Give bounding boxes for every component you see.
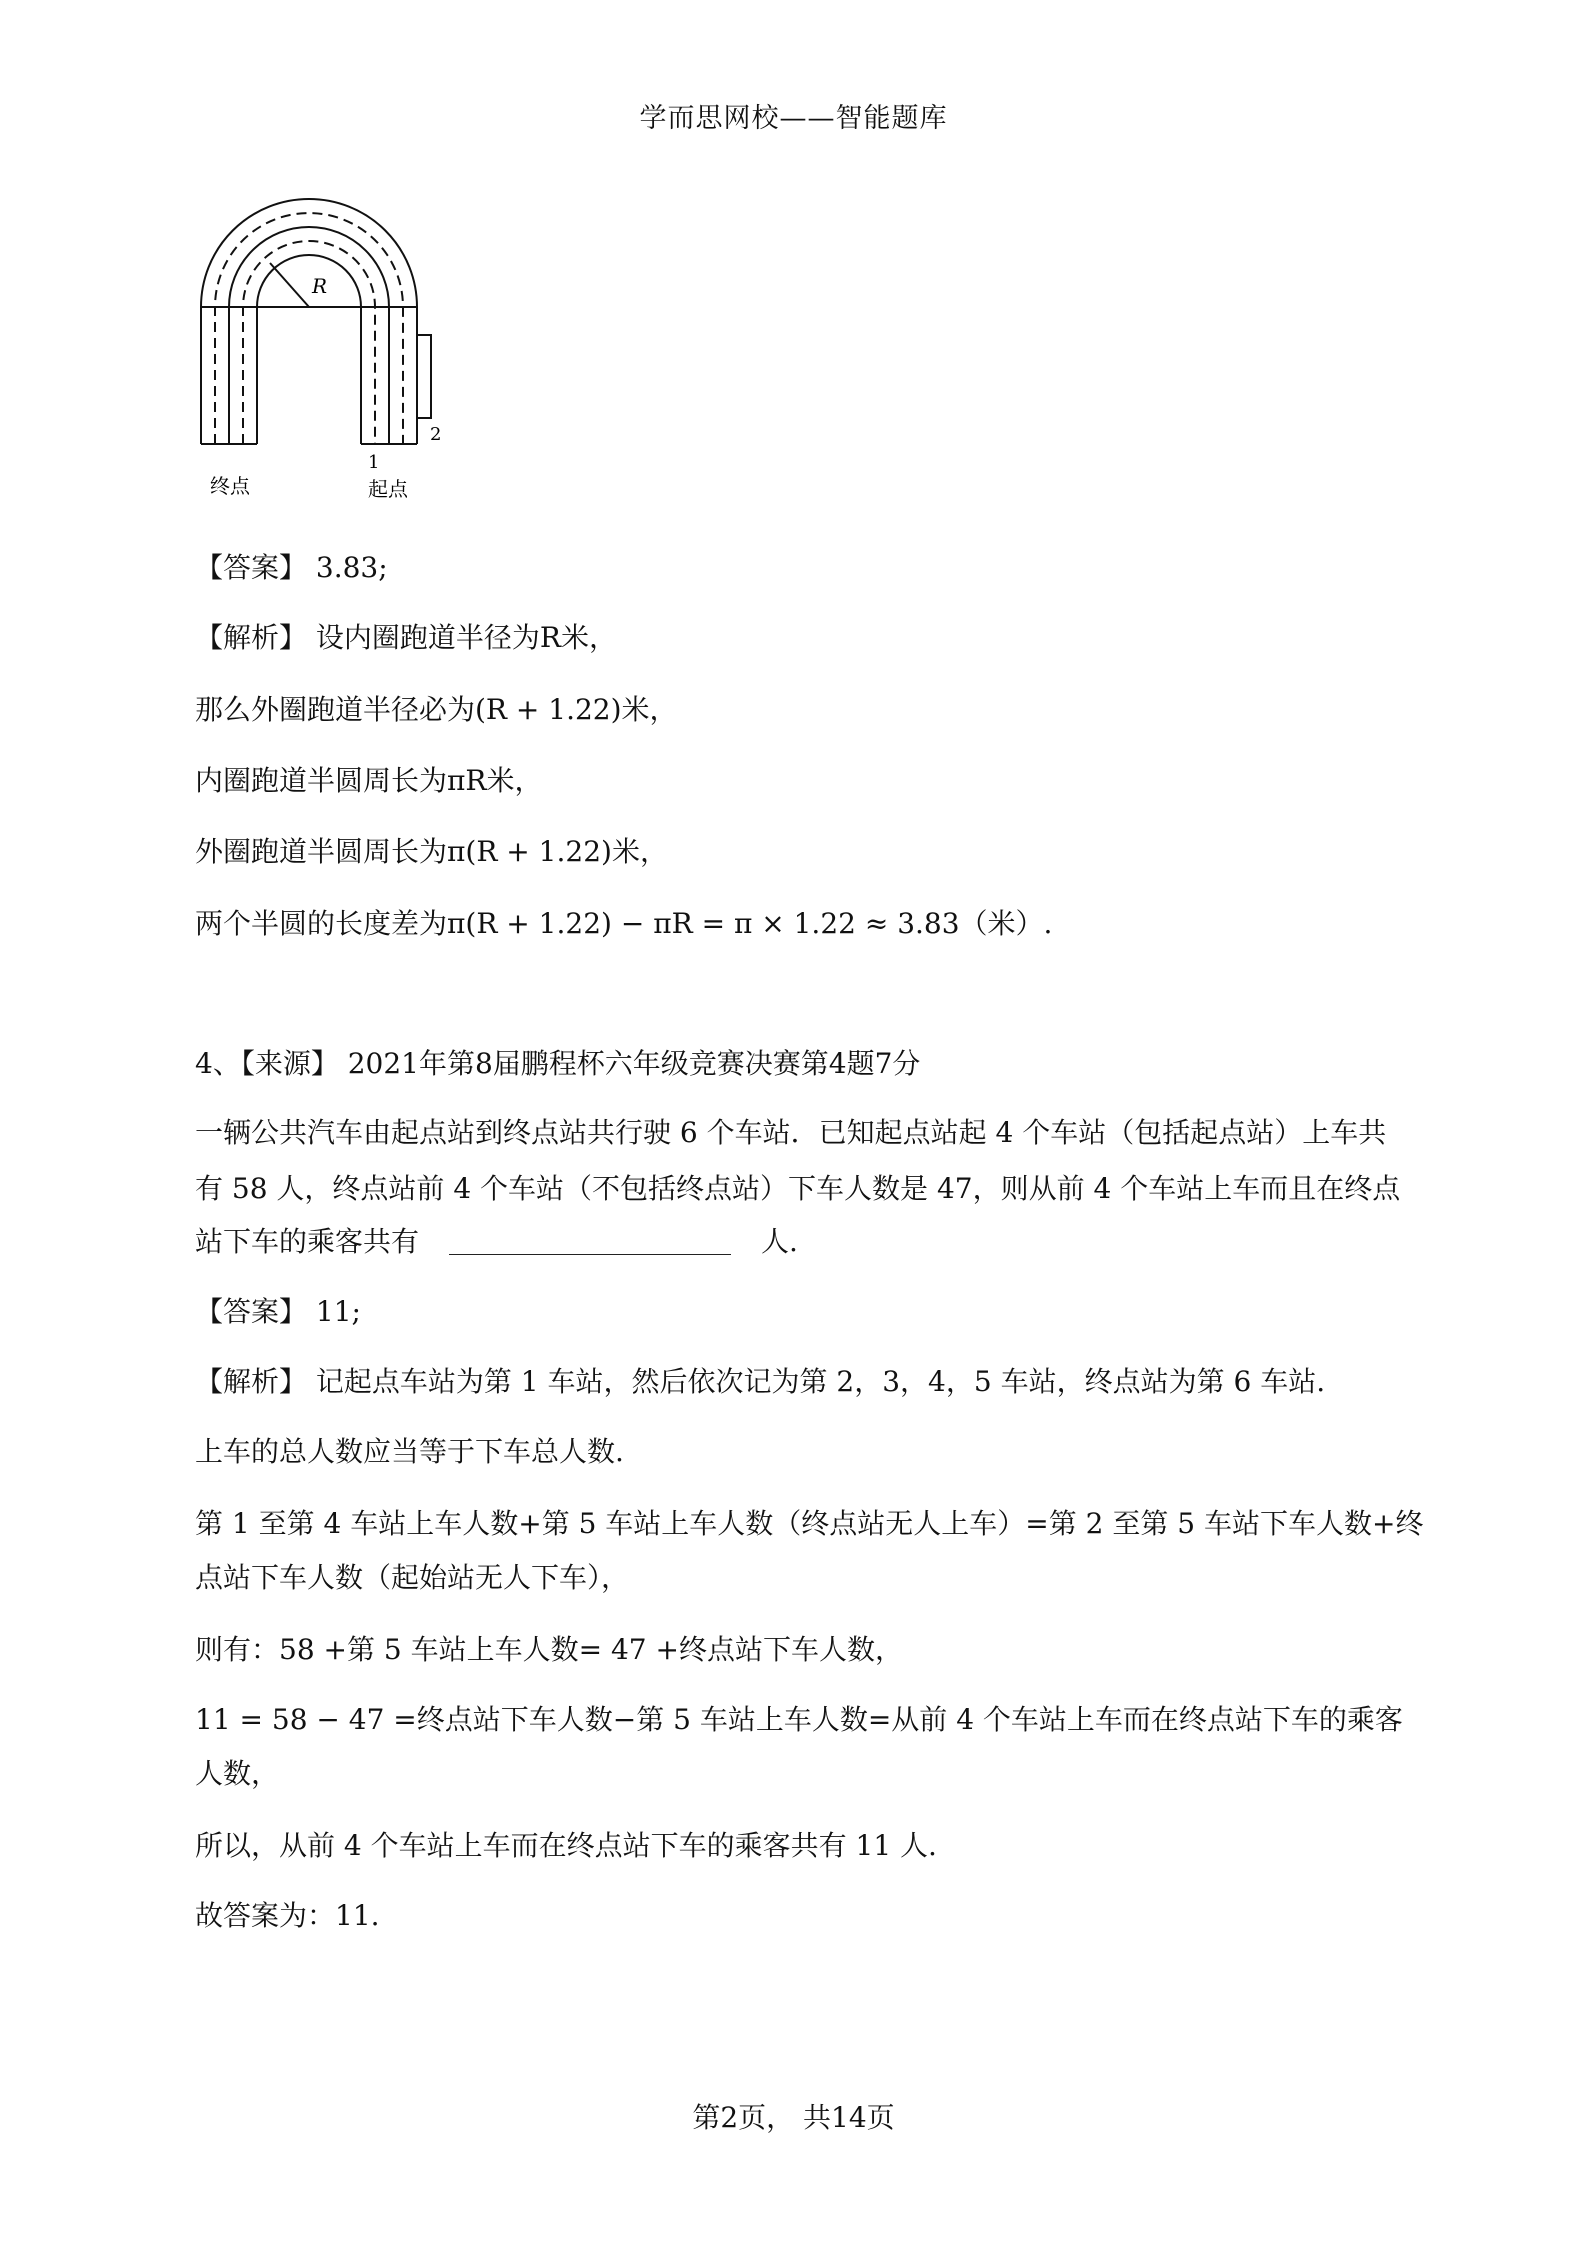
page-header: 学而思网校——智能题库 xyxy=(639,103,948,134)
answer-blank xyxy=(449,1226,731,1255)
q4-solution-line-5: 则有：58 +第 5 车站上车人数= 47 +终点站下车人数， xyxy=(195,1633,903,1666)
q3-solution-line-4: 外圈跑道半圆周长为π(R + 1.22)米， xyxy=(195,835,668,868)
q4-solution-line-9: 故答案为：11. xyxy=(195,1899,380,1932)
q3-solution-line-1: 【解析】 设内圈跑道半径为R米， xyxy=(195,621,617,654)
q3-solution-line-5: 两个半圆的长度差为π(R + 1.22) − πR = π × 1.22 ≈ 3.83（米）. xyxy=(195,907,1053,940)
end-label: 终点 xyxy=(210,474,250,498)
q4-answer: 【答案】 11; xyxy=(195,1295,361,1328)
q4-solution-line-3: 第 1 至第 4 车站上车人数+第 5 车站上车人数（终点站无人上车）=第 2 至第 5 车站下车人数+终 xyxy=(195,1507,1424,1540)
q4-stem-line-2: 有 58 人，终点站前 4 个车站（不包括终点站）下车人数是 47，则从前 4 个车站上车而且在终点 xyxy=(195,1172,1401,1205)
q3-answer: 【答案】 3.83; xyxy=(195,551,388,584)
lane-2-label: 2 xyxy=(430,424,442,445)
radius-line xyxy=(270,263,309,307)
start-label: 起点 xyxy=(368,477,408,501)
q3-solution-line-2: 那么外圈跑道半径必为(R + 1.22)米， xyxy=(195,693,678,726)
q4-source: 4、【来源】 2021年第8届鹏程杯六年级竞赛决赛第4题7分 xyxy=(195,1047,921,1080)
q4-solution-line-2: 上车的总人数应当等于下车总人数. xyxy=(195,1435,624,1468)
q4-stem-line-1: 一辆公共汽车由起点站到终点站共行驶 6 个车站．已知起点站起 4 个车站（包括起点站）上车共 xyxy=(195,1116,1387,1149)
page-footer: 第2页， 共14页 xyxy=(692,2101,895,2134)
lane-1-label: 1 xyxy=(368,452,380,473)
q4-solution-line-6: 11 = 58 − 47 =终点站下车人数−第 5 车站上车人数=从前 4 个车站上车而在终点站下车的乘客 xyxy=(195,1703,1403,1736)
q3-solution-line-3: 内圈跑道半圆周长为πR米， xyxy=(195,764,543,797)
q4-solution-line-4: 点站下车人数（起始站无人下车）， xyxy=(195,1561,630,1594)
inner-lane-divider xyxy=(243,241,375,444)
track-diagram xyxy=(190,190,450,520)
q4-solution-line-1: 【解析】 记起点车站为第 1 车站，然后依次记为第 2，3，4，5 车站，终点站为第 6 车站. xyxy=(195,1365,1326,1398)
q4-stem-line-3-post: 人. xyxy=(761,1225,798,1258)
q4-stem-line-3 xyxy=(195,1224,798,1260)
q4-solution-line-8: 所以，从前 4 个车站上车而在终点站下车的乘客共有 11 人. xyxy=(195,1829,937,1862)
outer-boundary xyxy=(201,199,417,444)
q4-solution-line-7: 人数， xyxy=(195,1757,280,1790)
radius-label: R xyxy=(312,274,328,298)
middle-line xyxy=(229,227,389,444)
inner-boundary xyxy=(257,255,361,444)
q4-stem-line-3-pre: 站下车的乘客共有 xyxy=(195,1225,420,1258)
